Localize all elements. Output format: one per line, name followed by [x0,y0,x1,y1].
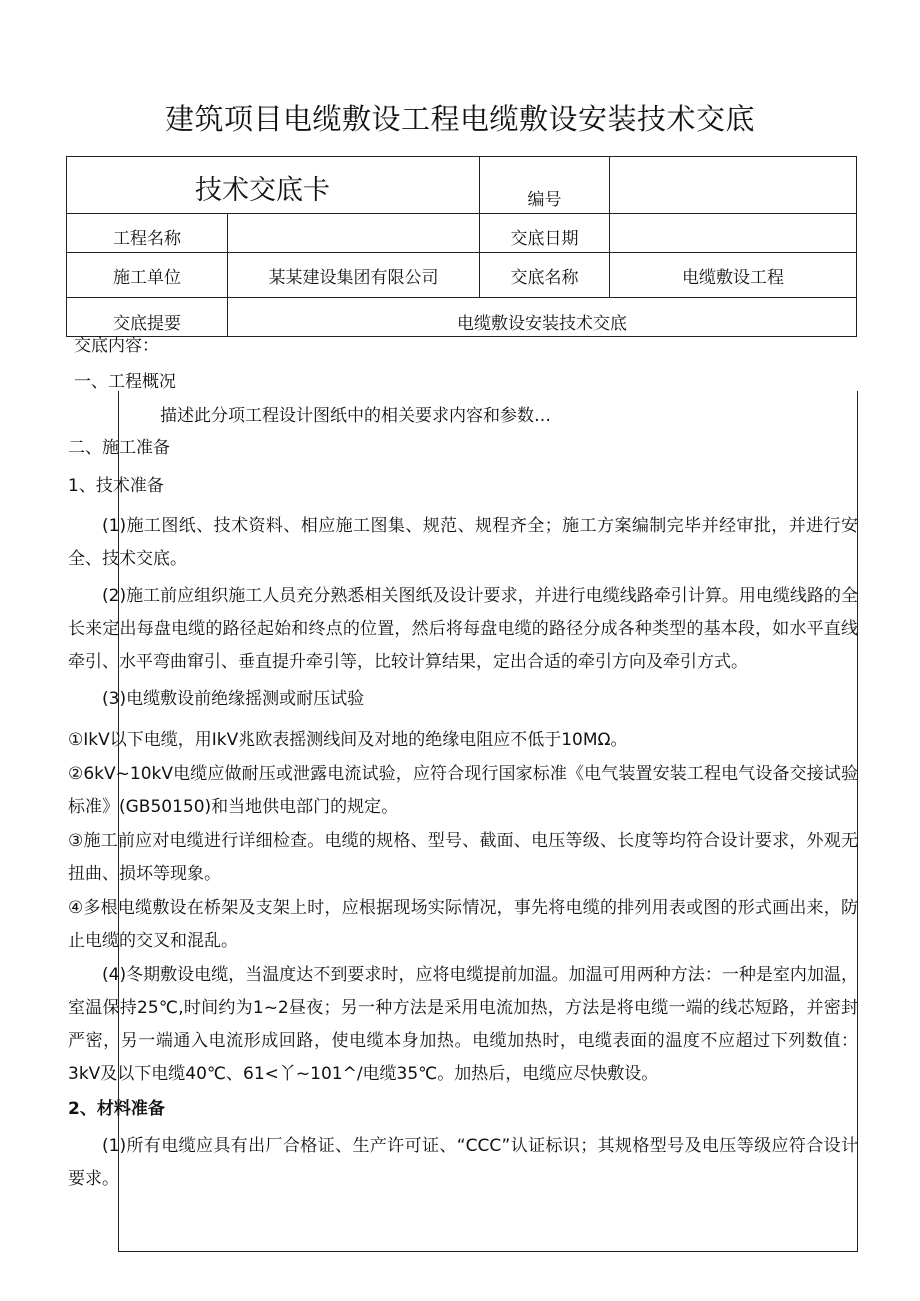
paragraph-traction-calc: (2)施工前应组织施工人员充分熟悉相关图纸及设计要求，并进行电缆线路牵引计算。用电缆线路的全长来定出每盘电缆的路径起始和终点的位置，然后将每盘电缆的路径分成各种类型的基本段，如水平直线牵引、水平弯曲窜引、垂直提升牵引等，比较计算结果，定出合适的牵引方向及牵引方式。 [68,586,858,672]
paragraph-drawings: (1)施工图纸、技术资料、相应施工图集、规范、规程齐全；施工方案编制完毕并经审批，并进行安全、技术交底。 [68,516,858,569]
content-heading: 交底内容： [74,336,159,356]
item-low-voltage: ①IkV以下电缆，用IkV兆欧表摇测线间及对地的绝缘电阻应不低于10MΩ。 [68,730,628,750]
item-arrangement: ④多根电缆敷设在桥架及支架上时，应根据现场实际情况，事先将电缆的排列用表或图的形式画出来，防止电缆的交叉和混乱。 [68,898,858,951]
card-title: 技术交底卡 [67,157,480,214]
summary-label: 交底提要 [67,298,228,337]
paragraph-winter-heating: (4)冬期敷设电缆，当温度达不到要求时，应将电缆提前加温。加温可用两种方法：一种是室内加温，室温保持25℃,时间约为1~2昼夜；另一种方法是采用电流加热，方法是将电缆一端的线芯短路，并密封严密，另一端通入电流形成回路，使电缆本身加热。电缆加热时，电缆表面的温度不应超过下列数值：3kV及以下电缆40℃、61<丫~101^/电缆35℃。加热后，电缆应尽快敷设。 [68,965,858,1084]
section-overview: 一、工程概况 [74,372,176,392]
item-high-voltage: ②6kV~10kV电缆应做耐压或泄露电流试验，应符合现行国家标准《电气装置安装工程电气设备交接试验标准》(GB50150)和当地供电部门的规定。 [68,764,858,817]
content-body [68,510,858,1196]
paragraph-insulation-test: (3)电缆敷设前绝缘摇测或耐压试验 [102,689,365,709]
number-label: 编号 [480,157,610,214]
sub-material-preparation: 2、材料准备 [68,1099,165,1119]
paragraph-cable-certificates: (1)所有电缆应具有出厂合格证、生产许可证、“CCC”认证标识；其规格型号及电压等级应符合设计要求。 [68,1136,858,1189]
project-name-label: 工程名称 [67,214,228,253]
document-title: 建筑项目电缆敷设工程电缆敷设安装技术交底 [164,102,755,136]
number-value [610,157,857,214]
sub-technical-preparation: 1、技术准备 [68,476,164,496]
date-value [610,214,857,253]
name-label: 交底名称 [480,253,610,298]
name-value: 电缆敷设工程 [610,253,857,298]
item-inspection: ③施工前应对电缆进行详细检查。电缆的规格、型号、截面、电压等级、长度等均符合设计要求，外观无扭曲、损坏等现象。 [68,831,858,884]
summary-value: 电缆敷设安装技术交底 [228,298,857,337]
overview-description: 描述此分项工程设计图纸中的相关要求内容和参数… [160,406,551,426]
unit-value: 某某建设集团有限公司 [228,253,480,298]
unit-label: 施工单位 [67,253,228,298]
date-label: 交底日期 [480,214,610,253]
disclosure-card-table [66,156,857,337]
section-preparation: 二、施工准备 [68,438,170,458]
project-name-value [228,214,480,253]
